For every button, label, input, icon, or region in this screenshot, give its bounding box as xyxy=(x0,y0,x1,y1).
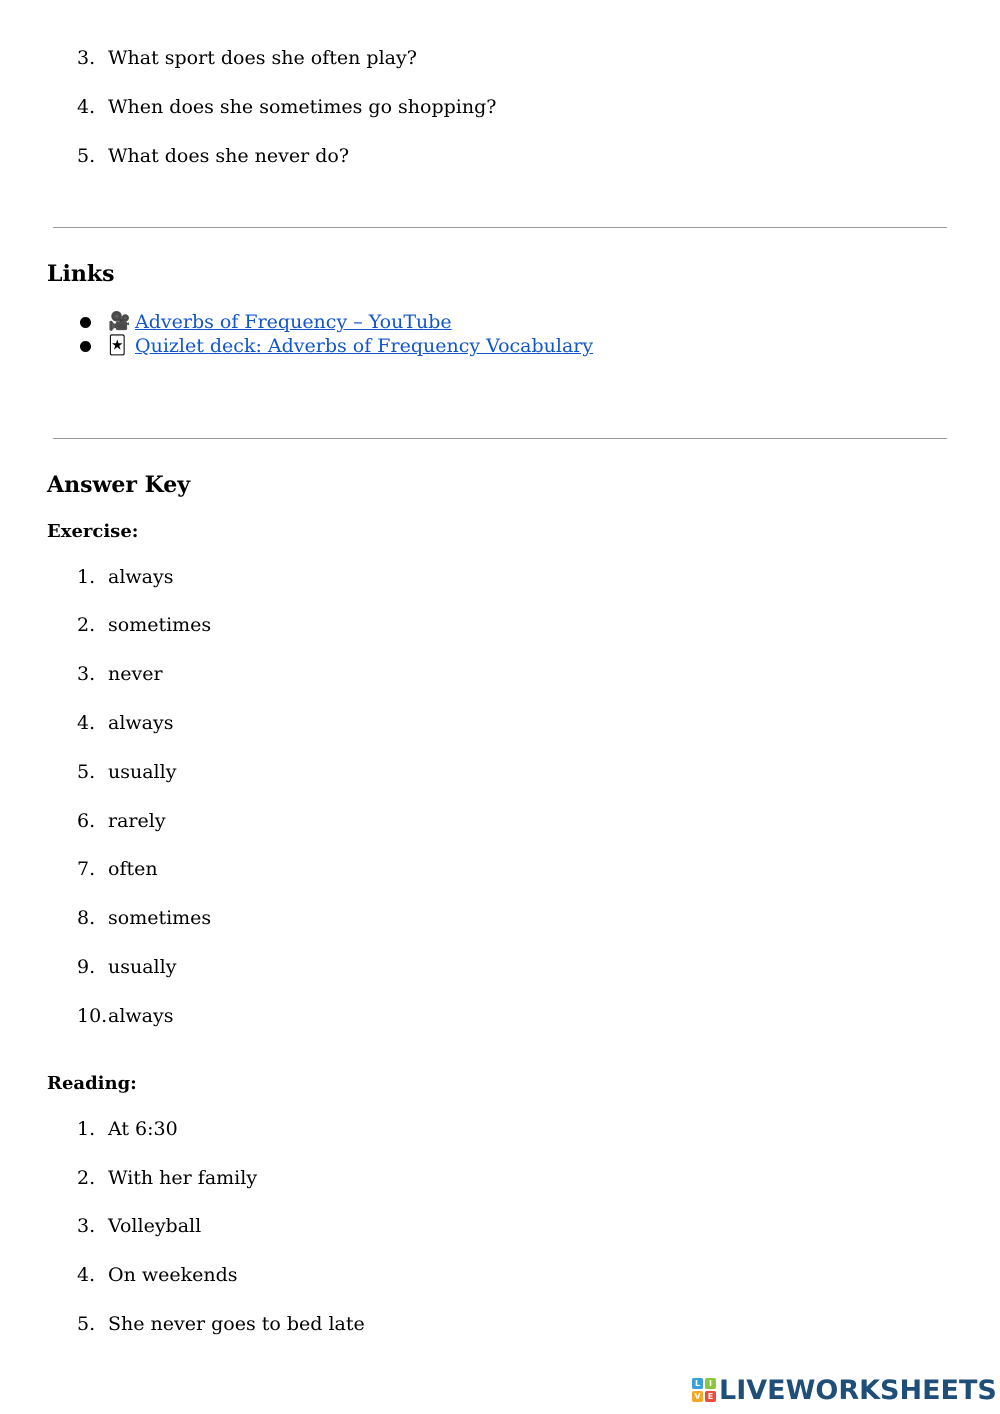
answer-number: 5. xyxy=(77,1313,96,1335)
answer-number: 2. xyxy=(77,614,96,636)
bullet xyxy=(80,341,91,352)
answer-text: usually xyxy=(108,956,177,978)
answer-text: sometimes xyxy=(108,907,212,929)
liveworksheets-logo xyxy=(692,1374,997,1406)
answer-number: 4. xyxy=(77,1264,96,1286)
answer-text: always xyxy=(108,712,174,734)
reading-heading: Reading: xyxy=(47,1073,137,1094)
answer-number: 9. xyxy=(77,956,96,978)
answer-text: always xyxy=(108,566,174,588)
answer-number: 1. xyxy=(77,1118,96,1140)
answer-text: With her family xyxy=(108,1167,258,1189)
answer-number: 4. xyxy=(77,712,96,734)
question-text: What sport does she often play? xyxy=(108,47,417,69)
answer-number: 2. xyxy=(77,1167,96,1189)
divider xyxy=(53,438,947,439)
answer-key-heading: Answer Key xyxy=(47,472,191,498)
video-camera-icon: 🎥 xyxy=(108,311,131,332)
answer-number: 1. xyxy=(77,566,96,588)
question-text: What does she never do? xyxy=(108,145,350,167)
exercise-heading: Exercise: xyxy=(47,521,139,542)
answer-number: 10. xyxy=(77,1005,108,1027)
answer-text: often xyxy=(108,858,158,880)
answer-number: 7. xyxy=(77,858,96,880)
answer-text: She never goes to bed late xyxy=(108,1313,365,1335)
answer-text: At 6:30 xyxy=(108,1118,178,1140)
answer-text: usually xyxy=(108,761,177,783)
answer-text: Volleyball xyxy=(108,1215,202,1237)
youtube-link[interactable]: Adverbs of Frequency – YouTube xyxy=(135,311,452,333)
answer-number: 3. xyxy=(77,1215,96,1237)
question-text: When does she sometimes go shopping? xyxy=(108,96,497,118)
answer-number: 3. xyxy=(77,663,96,685)
answer-number: 5. xyxy=(77,761,96,783)
joker-card-icon: 🃏 xyxy=(108,335,127,356)
question-number: 4. xyxy=(77,96,96,118)
answer-text: sometimes xyxy=(108,614,212,636)
answer-text: always xyxy=(108,1005,174,1027)
logo-text: LIVEWORKSHEETS xyxy=(719,1374,997,1406)
divider xyxy=(53,227,947,228)
answer-text: never xyxy=(108,663,163,685)
links-heading: Links xyxy=(47,261,115,287)
quizlet-link[interactable]: Quizlet deck: Adverbs of Frequency Vocabulary xyxy=(135,335,594,357)
question-number: 3. xyxy=(77,47,96,69)
answer-number: 6. xyxy=(77,810,96,832)
answer-text: On weekends xyxy=(108,1264,238,1286)
bullet xyxy=(80,317,91,328)
answer-number: 8. xyxy=(77,907,96,929)
logo-mark-icon: L I V E xyxy=(692,1378,716,1402)
answer-text: rarely xyxy=(108,810,166,832)
question-number: 5. xyxy=(77,145,96,167)
